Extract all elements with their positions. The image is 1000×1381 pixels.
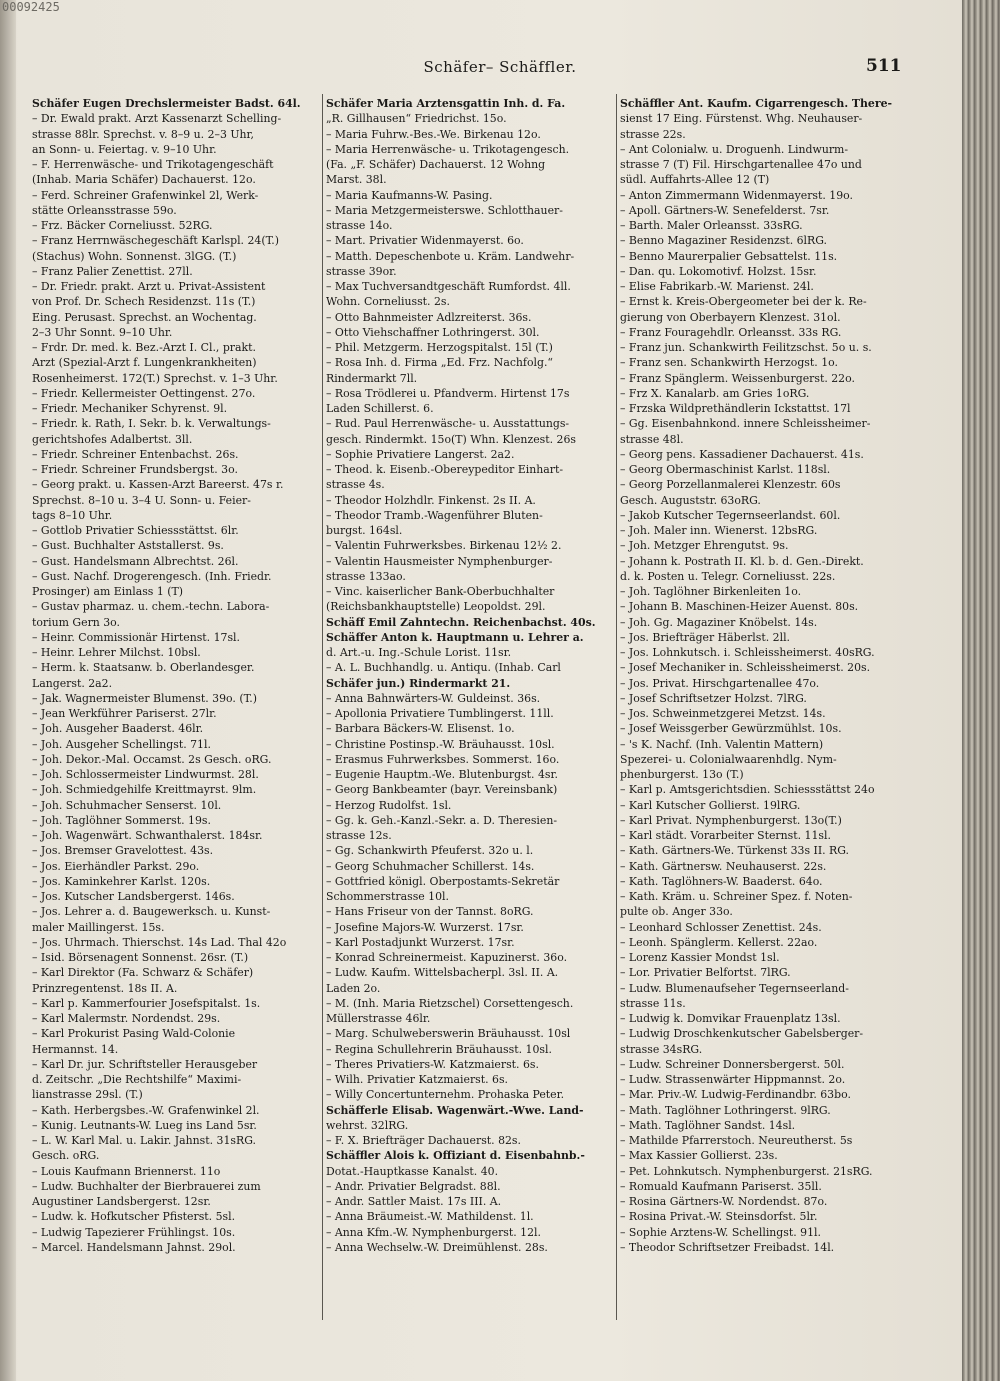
directory-entry-line: strasse 34sRG.: [620, 1042, 703, 1056]
directory-entry-line: – Kath. Kräm. u. Schreiner Spez. f. Noten-: [620, 890, 853, 903]
directory-entry-line: maler Maillingerst. 15s.: [32, 920, 165, 934]
directory-entry-line: pulte ob. Anger 33o.: [620, 905, 733, 919]
directory-entry-line: – Theod. k. Eisenb.-Obereypeditor Einhart-: [326, 463, 564, 476]
directory-entry-line: Schommerstrasse 10l.: [326, 890, 449, 903]
directory-entry-line: – Karl p. Amtsgerichtsdien. Schiessstättst 24o: [620, 783, 875, 797]
directory-entry-line: – Gust. Handelsmann Albrechtst. 26l.: [32, 554, 239, 568]
directory-entry-line: – Jos. Kaminkehrer Karlst. 120s.: [32, 874, 211, 888]
directory-entry-line: strasse 12s.: [326, 829, 392, 842]
directory-entry-line: – Anna Bräumeist.-W. Mathildenst. 1l.: [326, 1210, 534, 1224]
directory-entry-line: – Andr. Sattler Maist. 17s III. A.: [326, 1195, 502, 1208]
directory-entry-line: – Valentin Hausmeister Nymphenburger-: [326, 554, 553, 568]
directory-entry-line: – Herm. k. Staatsanw. b. Oberlandesger.: [32, 661, 255, 675]
directory-entry-line: – Karl Direktor (Fa. Schwarz & Schäfer): [32, 966, 254, 980]
directory-entry-line: (Reichsbankhauptstelle) Leopoldst. 29l.: [326, 600, 546, 614]
directory-entry-line: – Frz. Bäcker Corneliusst. 52RG.: [32, 219, 213, 232]
directory-entry-line: – Joh. Maler inn. Wienerst. 12bsRG.: [620, 524, 818, 537]
directory-entry-line: – Franz Fouragehdlr. Orleansst. 33s RG.: [620, 325, 842, 339]
directory-entry-line: – Andr. Privatier Belgradst. 88l.: [326, 1179, 501, 1193]
directory-entry-line: – Karl Postadjunkt Wurzerst. 17sr.: [326, 935, 515, 949]
directory-entry-line: – Ludwig k. Domvikar Frauenplatz 13sl.: [620, 1012, 841, 1025]
directory-entry-line: Schäff Emil Zahntechn. Reichenbachst. 40s.: [326, 615, 596, 629]
directory-entry-line: Spezerei- u. Colonialwaarenhdlg. Nym-: [620, 752, 837, 766]
directory-entry-line: wehrst. 32lRG.: [326, 1118, 409, 1132]
directory-entry-line: – Franz Palier Zenettist. 27ll.: [32, 264, 193, 278]
directory-entry-line: sienst 17 Eing. Fürstenst. Whg. Neuhauser-: [620, 112, 863, 126]
directory-entry-line: – Frdr. Dr. med. k. Bez.-Arzt I. Cl., prakt.: [32, 341, 256, 354]
directory-entry-line: – Ludw. Buchhalter der Bierbrauerei zum: [32, 1179, 261, 1193]
directory-entry-line: – Dan. qu. Lokomotivf. Holzst. 15sr.: [620, 264, 817, 278]
directory-entry-line: – Jos. Uhrmach. Thierschst. 14s Lad. Thal 42o: [32, 935, 287, 949]
directory-entry-line: Laden Schillerst. 6.: [326, 402, 434, 415]
directory-entry-line: – Phil. Metzgerm. Herzogspitalst. 15l (T.): [326, 341, 553, 354]
directory-entry-line: strasse 7 (T) Fil. Hirschgartenallee 47o und: [620, 158, 862, 171]
directory-entry-line: – Marcel. Handelsmann Jahnst. 29ol.: [32, 1240, 236, 1254]
directory-column-1: [32, 96, 318, 1322]
directory-entry-line: Schäfer Eugen Drechslermeister Badst. 64l.: [32, 97, 301, 110]
directory-entry-line: – Theres Privatiers-W. Katzmaierst. 6s.: [326, 1057, 539, 1071]
directory-entry-line: Arzt (Spezial-Arzt f. Lungenkrankheiten): [32, 356, 257, 370]
directory-entry-line: – Ludw. Strassenwärter Hippmannst. 2o.: [620, 1073, 846, 1086]
directory-entry-line: – M. (Inh. Maria Rietzschel) Corsettengesch.: [326, 996, 574, 1010]
directory-entry-line: – Ludw. Kaufm. Wittelsbacherpl. 3sl. II. A.: [326, 966, 559, 980]
directory-entry-line: – Friedr. k. Rath, I. Sekr. b. k. Verwaltungs-: [32, 417, 271, 431]
directory-entry-line: Gesch. Auguststr. 63oRG.: [620, 493, 761, 507]
directory-entry-line: – Joh. Ausgeher Baaderst. 46lr.: [32, 722, 204, 736]
directory-entry-line: strasse 4s.: [326, 478, 385, 492]
directory-entry-line: – Anna Wechselw.-W. Dreimühlenst. 28s.: [326, 1240, 548, 1254]
directory-entry-line: Schäfferle Elisab. Wagenwärt.-Wwe. Land-: [326, 1103, 584, 1117]
directory-entry-line: – Jakob Kutscher Tegernseerlandst. 60l.: [620, 508, 841, 522]
directory-entry-line: – Johann k. Postrath II. Kl. b. d. Gen.-Direkt.: [620, 554, 864, 568]
directory-entry-line: – Ludw. Schreiner Donnersbergerst. 50l.: [620, 1057, 845, 1071]
directory-entry-line: – Rosa Inh. d. Firma „Ed. Frz. Nachfolg.“: [326, 356, 554, 370]
directory-entry-line: Schäfer Maria Arztensgattin Inh. d. Fa.: [326, 97, 566, 110]
directory-entry-line: – Louis Kaufmann Briennerst. 11o: [32, 1164, 221, 1178]
directory-entry-line: südl. Auffahrts-Allee 12 (T): [620, 173, 770, 187]
directory-entry-line: – Franz sen. Schankwirth Herzogst. 1o.: [620, 356, 838, 370]
directory-entry-line: – Gottlob Privatier Schiessstättst. 6lr.: [32, 524, 239, 537]
directory-entry-line: – Hans Friseur von der Tannst. 8oRG.: [326, 905, 534, 919]
directory-entry-line: „R. Gillhausen“ Friedrichst. 15o.: [326, 112, 507, 126]
directory-entry-line: – Lor. Privatier Belfortst. 7lRG.: [620, 966, 791, 980]
directory-entry-line: – Leonh. Spänglerm. Kellerst. 22ao.: [620, 935, 818, 949]
directory-entry-line: stätte Orleansstrasse 59o.: [32, 203, 177, 217]
directory-entry-line: strasse 88lr. Sprechst. v. 8–9 u. 2–3 Uhr,: [32, 127, 255, 141]
directory-entry-line: – Maria Metzgermeisterswe. Schlotthauer-: [326, 203, 563, 217]
directory-entry-line: – Jos. Privat. Hirschgartenallee 47o.: [620, 676, 820, 690]
directory-entry-line: Eing. Perusast. Sprechst. an Wochentag.: [32, 310, 257, 324]
directory-entry-line: – Eugenie Hauptm.-We. Blutenburgst. 4sr.: [326, 768, 558, 781]
directory-entry-line: – Sophie Arztens-W. Schellingst. 91l.: [620, 1225, 821, 1239]
directory-entry-line: Schäffler Alois k. Offiziant d. Eisenbahnb.-: [326, 1149, 585, 1163]
directory-entry-line: – Theodor Schriftsetzer Freibadst. 14l.: [620, 1240, 835, 1254]
directory-entry-line: – Maria Herrenwäsche- u. Trikotagengesch.: [326, 142, 570, 156]
directory-entry-line: – Kath. Taglöhners-W. Baaderst. 64o.: [620, 874, 823, 888]
directory-entry-line: tags 8–10 Uhr.: [32, 508, 113, 522]
directory-entry-line: – Joh. Dekor.-Mal. Occamst. 2s Gesch. oRG.: [32, 752, 272, 766]
directory-entry-line: – Ludwig Droschkenkutscher Gabelsberger-: [620, 1027, 864, 1041]
directory-entry-line: – Karl Malermstr. Nordendst. 29s.: [32, 1012, 221, 1025]
directory-entry-line: – Jos. Kutscher Landsbergerst. 146s.: [32, 890, 235, 903]
directory-entry-line: – Herzog Rudolfst. 1sl.: [326, 798, 452, 812]
directory-entry-line: – Georg Porzellanmalerei Klenzestr. 60s: [620, 478, 841, 492]
directory-entry-line: Langerst. 2a2.: [32, 676, 113, 690]
directory-entry-line: – Math. Taglöhner Sandst. 14sl.: [620, 1118, 796, 1132]
directory-entry-line: – Ludw. Blumenaufseher Tegernseerland-: [620, 981, 849, 995]
directory-entry-line: Schäffer Anton k. Hauptmann u. Lehrer a.: [326, 630, 584, 644]
directory-entry-line: – Maria Fuhrw.-Bes.-We. Birkenau 12o.: [326, 127, 541, 141]
directory-entry-line: Prinzregentenst. 18s II. A.: [32, 981, 178, 995]
directory-entry-line: gesch. Rindermkt. 15o(T) Whn. Klenzest. 26s: [326, 432, 576, 446]
directory-entry-line: – Rosina Gärtners-W. Nordendst. 87o.: [620, 1195, 828, 1208]
directory-entry-line: – Marg. Schulweberswerin Bräuhausst. 10sl: [326, 1027, 571, 1041]
directory-entry-line: Rindermarkt 7ll.: [326, 371, 418, 385]
directory-entry-line: – Benno Magaziner Residenzst. 6lRG.: [620, 234, 828, 248]
directory-entry-line: – A. L. Buchhandlg. u. Antiqu. (Inhab. Carl: [326, 661, 561, 675]
directory-entry-line: – Leonhard Schlosser Zenettist. 24s.: [620, 920, 822, 934]
directory-entry-line: – Pet. Lohnkutsch. Nymphenburgerst. 21sRG.: [620, 1164, 873, 1178]
directory-entry-line: – Joh. Ausgeher Schellingst. 71l.: [32, 737, 211, 751]
directory-entry-line: strasse 39or.: [326, 264, 397, 278]
directory-entry-line: gierung von Oberbayern Klenzest. 31ol.: [620, 310, 841, 324]
directory-entry-line: – Christine Postinsp.-W. Bräuhausst. 10sl.: [326, 737, 555, 751]
directory-entry-line: – Joh. Wagenwärt. Schwanthalerst. 184sr.: [32, 829, 263, 842]
directory-entry-line: – Anton Zimmermann Widenmayerst. 19o.: [620, 188, 853, 202]
directory-entry-line: – Apollonia Privatiere Tumblingerst. 11ll.: [326, 707, 554, 720]
directory-entry-line: – Jean Werkführer Pariserst. 27lr.: [32, 707, 217, 720]
directory-entry-line: – Dr. Friedr. prakt. Arzt u. Privat-Assistent: [32, 280, 266, 293]
directory-entry-line: – F. Herrenwäsche- und Trikotagengeschäft: [32, 158, 274, 171]
directory-entry-line: – Gust. Nachf. Drogerengesch. (Inh. Friedr.: [32, 569, 272, 583]
directory-entry-line: – Franz Herrnwäschegeschäft Karlspl. 24(T.): [32, 234, 279, 248]
directory-entry-line: 2–3 Uhr Sonnt. 9–10 Uhr.: [32, 325, 173, 339]
directory-entry-line: Schäfer jun.) Rindermarkt 21.: [326, 676, 511, 690]
directory-entry-line: – Gust. Buchhalter Aststallerst. 9s.: [32, 539, 224, 553]
directory-entry-line: – Franz jun. Schankwirth Feilitzschst. 5o u. s.: [620, 341, 872, 354]
directory-entry-line: – Otto Viehschaffner Lothringerst. 30l.: [326, 325, 540, 339]
directory-entry-line: – Erasmus Fuhrwerksbes. Sommerst. 16o.: [326, 752, 560, 766]
directory-entry-line: – Friedr. Kellermeister Oettingenst. 27o.: [32, 386, 256, 400]
directory-entry-line: Dotat.-Hauptkasse Kanalst. 40.: [326, 1164, 499, 1178]
directory-entry-line: – Josef Weissgerber Gewürzmühlst. 10s.: [620, 722, 842, 736]
directory-entry-line: an Sonn- u. Feiertag. v. 9–10 Uhr.: [32, 142, 217, 156]
directory-entry-line: – Heinr. Lehrer Milchst. 10bsl.: [32, 646, 201, 659]
column-divider: [616, 94, 617, 1320]
directory-entry-line: strasse 11s.: [620, 996, 686, 1010]
directory-entry-line: – Georg Bankbeamter (bayr. Vereinsbank): [326, 783, 558, 797]
directory-entry-line: – Kath. Gärtners-We. Türkenst 33s II. RG.: [620, 844, 850, 858]
directory-entry-line: – Ludw. k. Hofkutscher Pfisterst. 5sl.: [32, 1210, 236, 1224]
directory-entry-line: – Joh. Schmiedgehilfe Kreittmayrst. 9lm.: [32, 783, 257, 797]
directory-entry-line: gerichtshofes Adalbertst. 3ll.: [32, 432, 193, 446]
directory-entry-line: Augustiner Landsbergerst. 12sr.: [32, 1195, 211, 1208]
directory-column-3: [620, 96, 920, 1322]
directory-entry-line: – Matth. Depeschenbote u. Kräm. Landwehr-: [326, 249, 575, 263]
directory-entry-line: – Gg. Eisenbahnkond. innere Schleissheimer-: [620, 417, 871, 431]
directory-entry-line: – Lorenz Kassier Mondst 1sl.: [620, 951, 780, 964]
directory-entry-line: – Gustav pharmaz. u. chem.-techn. Labora-: [32, 600, 270, 614]
directory-entry-line: – Willy Concertunternehm. Prohaska Peter.: [326, 1088, 565, 1102]
directory-entry-line: – Rosina Privat.-W. Steinsdorfst. 5lr.: [620, 1210, 818, 1224]
directory-entry-line: – Josef Schriftsetzer Holzst. 7lRG.: [620, 691, 807, 705]
directory-entry-line: – Ant Colonialw. u. Droguenh. Lindwurm-: [620, 142, 849, 156]
directory-entry-line: – Vinc. kaiserlicher Bank-Oberbuchhalter: [326, 585, 555, 598]
directory-entry-line: Gesch. oRG.: [32, 1149, 100, 1163]
directory-entry-line: – Dr. Ewald prakt. Arzt Kassenarzt Schelling-: [32, 112, 282, 126]
directory-entry-line: – L. W. Karl Mal. u. Lakir. Jahnst. 31sRG.: [32, 1134, 256, 1147]
directory-entry-line: – Gottfried königl. Oberpostamts-Sekretär: [326, 874, 560, 888]
directory-entry-line: – Heinr. Commissionär Hirtenst. 17sl.: [32, 630, 241, 644]
directory-entry-line: Rosenheimerst. 172(T.) Sprechst. v. 1–3 Uhr.: [32, 371, 278, 385]
directory-entry-line: – Josefine Majors-W. Wurzerst. 17sr.: [326, 920, 524, 934]
directory-entry-line: – Karl Privat. Nymphenburgerst. 13o(T.): [620, 813, 842, 827]
directory-entry-line: – Elise Fabrikarb.-W. Marienst. 24l.: [620, 280, 814, 293]
directory-entry-line: d. Zeitschr. „Die Rechtshilfe“ Maximi-: [32, 1073, 242, 1086]
directory-entry-line: – Max Tuchversandtgeschäft Rumfordst. 4ll.: [326, 280, 571, 293]
directory-entry-line: strasse 48l.: [620, 432, 684, 446]
directory-entry-line: – Max Kassier Gollierst. 23s.: [620, 1149, 778, 1163]
directory-entry-line: – Josef Mechaniker in. Schleissheimerst. 20s.: [620, 661, 871, 675]
directory-entry-line: – Otto Bahnmeister Adlzreiterst. 36s.: [326, 310, 532, 324]
directory-entry-line: – F. X. Briefträger Dachauerst. 82s.: [326, 1134, 521, 1147]
directory-entry-line: von Prof. Dr. Schech Residenzst. 11s (T.): [32, 295, 256, 309]
directory-entry-line: – Ludwig Tapezierer Frühlingst. 10s.: [32, 1225, 236, 1239]
directory-entry-line: – Anna Kfm.-W. Nymphenburgerst. 12l.: [326, 1225, 541, 1239]
directory-entry-line: – Anna Bahnwärters-W. Guldeinst. 36s.: [326, 691, 541, 705]
directory-entry-line: – Gg. k. Geh.-Kanzl.-Sekr. a. D. Theresien-: [326, 813, 558, 827]
directory-entry-line: – Johann B. Maschinen-Heizer Auenst. 80s.: [620, 600, 859, 614]
directory-entry-line: Marst. 38l.: [326, 173, 387, 187]
directory-entry-line: Prosinger) am Einlass 1 (T): [32, 585, 184, 598]
directory-entry-line: Wohn. Corneliusst. 2s.: [326, 295, 450, 309]
scan-id: 00092425: [2, 0, 60, 14]
directory-entry-line: – Jos. Lohnkutsch. i. Schleissheimerst. 40sRG.: [620, 646, 875, 659]
directory-entry-line: – Karl städt. Vorarbeiter Sternst. 11sl.: [620, 829, 831, 842]
book-page-edges: [962, 0, 1000, 1381]
directory-entry-line: – Kath. Gärtnersw. Neuhauserst. 22s.: [620, 859, 827, 873]
directory-entry-line: – Mart. Privatier Widenmayerst. 6o.: [326, 234, 524, 248]
directory-column-2: [326, 96, 616, 1322]
page-number: 511: [866, 56, 902, 76]
directory-entry-line: – Rud. Paul Herrenwäsche- u. Ausstattungs-: [326, 417, 570, 431]
directory-entry-line: lianstrasse 29sl. (T.): [32, 1088, 143, 1102]
directory-entry-line: – Karl Kutscher Gollierst. 19lRG.: [620, 798, 801, 812]
directory-entry-line: – Joh. Schuhmacher Senserst. 10l.: [32, 798, 222, 812]
directory-entry-line: – Barth. Maler Orleansst. 33sRG.: [620, 219, 803, 232]
directory-entry-line: – Georg Obermaschinist Karlst. 118sl.: [620, 463, 831, 476]
directory-entry-line: – Maria Kaufmanns-W. Pasing.: [326, 188, 493, 202]
directory-entry-line: strasse 14o.: [326, 219, 393, 232]
directory-entry-line: – Jos. Schweinmetzgerei Metzst. 14s.: [620, 707, 826, 720]
directory-entry-line: – Theodor Tramb.-Wagenführer Bluten-: [326, 508, 543, 522]
directory-entry-line: Hermannst. 14.: [32, 1042, 119, 1056]
directory-entry-line: d. k. Posten u. Telegr. Corneliusst. 22s.: [620, 569, 836, 583]
directory-entry-line: – Jos. Bremser Gravelottest. 43s.: [32, 844, 214, 858]
directory-entry-line: strasse 22s.: [620, 127, 686, 141]
directory-entry-line: – Karl Prokurist Pasing Wald-Colonie: [32, 1027, 236, 1041]
directory-entry-line: (Fa. „F. Schäfer) Dachauerst. 12 Wohng: [326, 158, 546, 171]
directory-entry-line: – Valentin Fuhrwerksbes. Birkenau 12½ 2.: [326, 539, 562, 553]
directory-entry-line: – Georg pens. Kassadiener Dachauerst. 41s.: [620, 447, 864, 461]
directory-entry-line: – Regina Schullehrerin Bräuhausst. 10sl.: [326, 1042, 552, 1056]
directory-entry-line: – Isid. Börsenagent Sonnenst. 26sr. (T.): [32, 951, 249, 964]
directory-entry-line: – 's K. Nachf. (Inh. Valentin Mattern): [620, 737, 824, 751]
directory-entry-line: Sprechst. 8–10 u. 3–4 U. Sonn- u. Feier-: [32, 493, 251, 507]
directory-entry-line: – Friedr. Schreiner Frundsbergst. 3o.: [32, 463, 238, 476]
page-gutter-shadow: [0, 0, 16, 1381]
directory-entry-line: – Friedr. Schreiner Entenbachst. 26s.: [32, 447, 239, 461]
directory-entry-line: Müllerstrasse 46lr.: [326, 1012, 431, 1025]
directory-entry-line: – Joh. Taglöhner Sommerst. 19s.: [32, 813, 211, 827]
directory-entry-line: – Rosa Trödlerei u. Pfandverm. Hirtenst 17s: [326, 386, 570, 400]
directory-entry-line: – Konrad Schreinermeist. Kapuzinerst. 36o.: [326, 951, 568, 964]
directory-entry-line: burgst. 164sl.: [326, 524, 403, 537]
directory-entry-line: – Sophie Privatiere Langerst. 2a2.: [326, 447, 515, 461]
directory-entry-line: Schäffler Ant. Kaufm. Cigarrengesch. There-: [620, 97, 893, 110]
directory-entry-line: – Karl Dr. jur. Schriftsteller Herausgeber: [32, 1057, 258, 1071]
directory-entry-line: – Georg Schuhmacher Schillerst. 14s.: [326, 859, 535, 873]
directory-entry-line: (Stachus) Wohn. Sonnenst. 3lGG. (T.): [32, 249, 237, 263]
directory-entry-line: – Jos. Eierhändler Parkst. 29o.: [32, 859, 200, 873]
directory-entry-line: – Kath. Herbergsbes.-W. Grafenwinkel 2l.: [32, 1103, 260, 1117]
directory-entry-line: – Frz X. Kanalarb. am Gries 1oRG.: [620, 386, 810, 400]
directory-entry-line: Laden 2o.: [326, 981, 381, 995]
directory-entry-line: – Frzska Wildprethändlerin Ickstattst. 17l: [620, 402, 851, 415]
directory-entry-line: – Jos. Lehrer a. d. Baugewerksch. u. Kunst-: [32, 905, 271, 919]
directory-entry-line: phenburgerst. 13o (T.): [620, 768, 744, 781]
directory-entry-line: – Joh. Metzger Ehrengutst. 9s.: [620, 539, 789, 553]
directory-entry-line: – Ferd. Schreiner Grafenwinkel 2l, Werk-: [32, 188, 259, 202]
directory-entry-line: – Joh. Schlossermeister Lindwurmst. 28l.: [32, 768, 259, 781]
directory-entry-line: – Math. Taglöhner Lothringerst. 9lRG.: [620, 1103, 831, 1117]
directory-entry-line: – Friedr. Mechaniker Schyrenst. 9l.: [32, 402, 228, 415]
directory-entry-line: – Joh. Gg. Magaziner Knöbelst. 14s.: [620, 615, 818, 629]
directory-entry-line: – Georg prakt. u. Kassen-Arzt Bareerst. 47s r.: [32, 478, 284, 492]
directory-entry-line: – Mar. Priv.-W. Ludwig-Ferdinandbr. 63bo.: [620, 1088, 851, 1102]
directory-entry-line: (Inhab. Maria Schäfer) Dachauerst. 12o.: [32, 173, 256, 187]
directory-entry-line: – Benno Maurerpalier Gebsattelst. 11s.: [620, 249, 838, 263]
directory-entry-line: – Ernst k. Kreis-Obergeometer bei der k. Re-: [620, 295, 867, 309]
directory-entry-line: – Mathilde Pfarrerstoch. Neureutherst. 5s: [620, 1134, 853, 1147]
directory-entry-line: strasse 133ao.: [326, 569, 406, 583]
running-head: Schäfer– Schäffler.: [423, 58, 577, 76]
directory-entry-line: d. Art.-u. Ing.-Schule Lorist. 11sr.: [326, 646, 512, 659]
directory-entry-line: – Apoll. Gärtners-W. Senefelderst. 7sr.: [620, 203, 830, 217]
directory-entry-line: – Barbara Bäckers-W. Elisenst. 1o.: [326, 722, 515, 736]
directory-entry-line: – Karl p. Kammerfourier Josefspitalst. 1s.: [32, 996, 261, 1010]
column-divider: [322, 94, 323, 1320]
directory-entry-line: – Joh. Taglöhner Birkenleiten 1o.: [620, 585, 802, 598]
directory-entry-line: – Jos. Briefträger Häberlst. 2ll.: [620, 630, 791, 644]
directory-entry-line: torium Gern 3o.: [32, 615, 121, 629]
directory-entry-line: – Kunig. Leutnants-W. Lueg ins Land 5sr.: [32, 1118, 257, 1132]
directory-entry-line: – Romuald Kaufmann Pariserst. 35ll.: [620, 1179, 822, 1193]
directory-entry-line: – Jak. Wagnermeister Blumenst. 39o. (T.): [32, 691, 257, 705]
directory-entry-line: – Wilh. Privatier Katzmaierst. 6s.: [326, 1073, 509, 1086]
directory-entry-line: – Theodor Holzhdlr. Finkenst. 2s II. A.: [326, 493, 536, 507]
directory-entry-line: – Franz Spänglerm. Weissenburgerst. 22o.: [620, 371, 855, 385]
directory-entry-line: – Gg. Schankwirth Pfeuferst. 32o u. l.: [326, 844, 534, 858]
